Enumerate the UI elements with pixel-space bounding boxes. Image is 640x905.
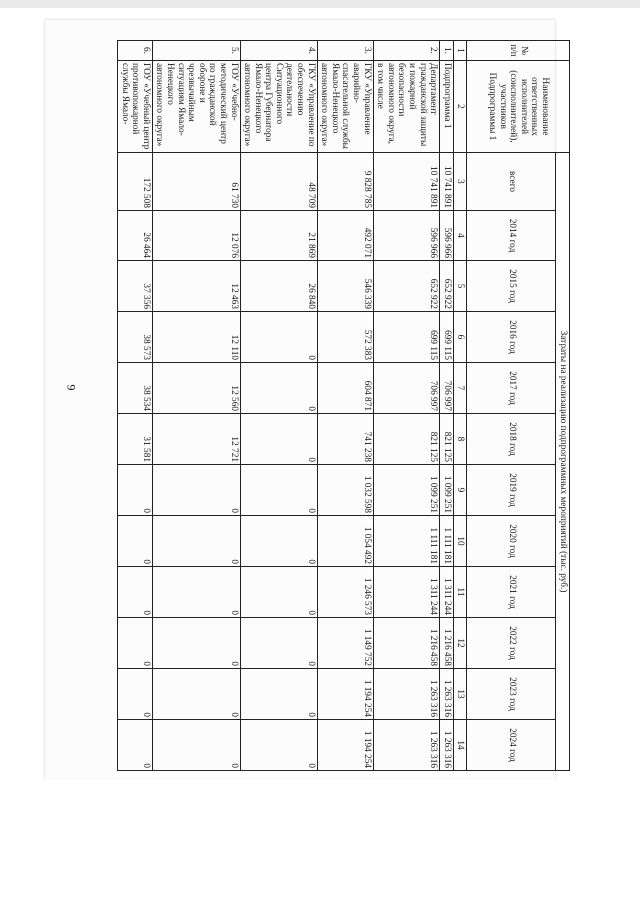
column-number: 6 xyxy=(453,312,467,363)
row-name: Департамент гражданской защиты и пожарной безопасности автономного округа, в том числе xyxy=(373,61,440,153)
row-number: 5. xyxy=(152,41,240,61)
row-value: 31 581 xyxy=(118,414,153,465)
row-value: 38 573 xyxy=(118,312,153,363)
row-value: 0 xyxy=(240,720,317,771)
row-value: 572 383 xyxy=(317,312,373,363)
row-value: 37 356 xyxy=(118,261,153,312)
header-year: 2015 год xyxy=(467,261,556,312)
row-value: 0 xyxy=(118,567,153,618)
row-value: 0 xyxy=(118,516,153,567)
row-value: 821 125 xyxy=(440,414,454,465)
row-name: ГОУ «Учебно-методический центр по гражданской обороне и чрезвычайным ситуациям Ямало-Ненецкого автономного округа» xyxy=(152,61,240,153)
column-number: 2 xyxy=(453,61,467,153)
row-value: 0 xyxy=(152,516,240,567)
row-value: 492 071 xyxy=(317,211,373,261)
row-value: 1 194 254 xyxy=(317,720,373,771)
row-value: 0 xyxy=(152,465,240,516)
row-value: 1 246 573 xyxy=(317,567,373,618)
row-value: 61 730 xyxy=(152,153,240,211)
row-value: 12 110 xyxy=(152,312,240,363)
row-value: 0 xyxy=(152,720,240,771)
row-value: 1 263 316 xyxy=(440,720,454,771)
row-value: 596 966 xyxy=(373,211,440,261)
column-number: 9 xyxy=(453,465,467,516)
header-num: № п/п xyxy=(467,41,570,61)
row-number: 1. xyxy=(440,41,454,61)
table-body xyxy=(118,41,467,771)
row-value: 1 216 458 xyxy=(440,618,454,669)
row-value: 0 xyxy=(240,669,317,720)
row-value: 10 741 891 xyxy=(440,153,454,211)
header-name: Наименование ответственных исполнителей (соисполнителей), участников Подпрограммы 1 xyxy=(467,61,570,153)
row-value: 596 966 xyxy=(440,211,454,261)
column-number: 11 xyxy=(453,567,467,618)
row-value: 706 997 xyxy=(373,363,440,414)
row-value: 12 463 xyxy=(152,261,240,312)
row-value: 0 xyxy=(240,567,317,618)
table-row xyxy=(118,41,153,771)
header-year: 2018 год xyxy=(467,414,556,465)
row-value: 741 238 xyxy=(317,414,373,465)
row-value: 26 464 xyxy=(118,211,153,261)
row-value: 652 922 xyxy=(440,261,454,312)
row-value: 10 741 891 xyxy=(373,153,440,211)
row-value: 0 xyxy=(118,618,153,669)
row-value: 0 xyxy=(118,465,153,516)
row-value: 12 076 xyxy=(152,211,240,261)
rotated-table-container xyxy=(100,40,570,770)
row-value: 0 xyxy=(152,618,240,669)
page-bottom-margin xyxy=(0,780,640,905)
row-value: 1 099 251 xyxy=(440,465,454,516)
scan-edge xyxy=(0,0,640,8)
row-value: 546 339 xyxy=(317,261,373,312)
row-value: 1 263 316 xyxy=(373,669,440,720)
table-row xyxy=(240,41,317,771)
row-value: 0 xyxy=(240,312,317,363)
row-value: 1 311 244 xyxy=(440,567,454,618)
column-number: 12 xyxy=(453,618,467,669)
column-number-row xyxy=(453,41,467,771)
column-number: 4 xyxy=(453,211,467,261)
row-value: 1 263 316 xyxy=(373,720,440,771)
row-number: 4. xyxy=(240,41,317,61)
header-year: 2024 год xyxy=(467,720,556,771)
row-value: 26 840 xyxy=(240,261,317,312)
column-number: 1 xyxy=(453,41,467,61)
row-value: 706 997 xyxy=(440,363,454,414)
row-value: 12 721 xyxy=(152,414,240,465)
header-year: 2019 год xyxy=(467,465,556,516)
column-number: 7 xyxy=(453,363,467,414)
row-value: 1 099 251 xyxy=(373,465,440,516)
row-value: 1 111 181 xyxy=(440,516,454,567)
expenditure-table xyxy=(117,40,570,771)
row-number: 3. xyxy=(317,41,373,61)
table-row xyxy=(317,41,373,771)
table-row xyxy=(373,41,440,771)
row-value: 1 311 244 xyxy=(373,567,440,618)
row-value: 699 115 xyxy=(373,312,440,363)
row-value: 0 xyxy=(240,516,317,567)
header-year: 2020 год xyxy=(467,516,556,567)
header-year: 2021 год xyxy=(467,567,556,618)
header-group: Затраты на реализацию подпрограммных мероприятий (тыс. руб.) xyxy=(556,153,570,771)
row-value: 1 194 254 xyxy=(317,669,373,720)
row-name: ГОУ «Учебный центр противопожарной службы Ямало- xyxy=(118,61,153,153)
row-name: ГКУ «Управление по обеспечению деятельности Ситуационного центра Губернатора Ямало-Ненецкого автономного округа» xyxy=(240,61,317,153)
row-value: 12 560 xyxy=(152,363,240,414)
row-value: 821 125 xyxy=(373,414,440,465)
column-number: 10 xyxy=(453,516,467,567)
row-name: ГКУ «Управление аварийно-спасательной службы Ямало-Ненецкого автономного округа» xyxy=(317,61,373,153)
table-row xyxy=(152,41,240,771)
row-value: 48 709 xyxy=(240,153,317,211)
header-total: всего xyxy=(467,153,556,211)
table-row xyxy=(440,41,454,771)
row-value: 38 534 xyxy=(118,363,153,414)
header-year: 2023 год xyxy=(467,669,556,720)
column-number: 14 xyxy=(453,720,467,771)
row-number: 6. xyxy=(118,41,153,61)
row-value: 1 216 458 xyxy=(373,618,440,669)
row-value: 1 111 181 xyxy=(373,516,440,567)
header-year: 2014 год xyxy=(467,211,556,261)
row-value: 0 xyxy=(240,618,317,669)
row-number: 2. xyxy=(373,41,440,61)
row-value: 9 828 785 xyxy=(317,153,373,211)
column-number: 13 xyxy=(453,669,467,720)
row-value: 0 xyxy=(118,669,153,720)
row-value: 0 xyxy=(240,414,317,465)
row-value: 1 032 598 xyxy=(317,465,373,516)
header-year: 2022 год xyxy=(467,618,556,669)
column-number: 8 xyxy=(453,414,467,465)
row-value: 604 871 xyxy=(317,363,373,414)
row-value: 1 054 492 xyxy=(317,516,373,567)
column-number: 5 xyxy=(453,261,467,312)
row-name: Подпрограмма 1 xyxy=(440,61,454,153)
header-year: 2017 год xyxy=(467,363,556,414)
row-value: 0 xyxy=(118,720,153,771)
row-value: 0 xyxy=(240,363,317,414)
row-value: 21 869 xyxy=(240,211,317,261)
row-value: 0 xyxy=(240,465,317,516)
row-value: 172 508 xyxy=(118,153,153,211)
row-value: 0 xyxy=(152,669,240,720)
row-value: 1 263 316 xyxy=(440,669,454,720)
header-year: 2016 год xyxy=(467,312,556,363)
row-value: 1 149 752 xyxy=(317,618,373,669)
column-number: 3 xyxy=(453,153,467,211)
row-value: 699 115 xyxy=(440,312,454,363)
row-value: 652 922 xyxy=(373,261,440,312)
page-number: 9 xyxy=(64,384,79,391)
row-value: 0 xyxy=(152,567,240,618)
